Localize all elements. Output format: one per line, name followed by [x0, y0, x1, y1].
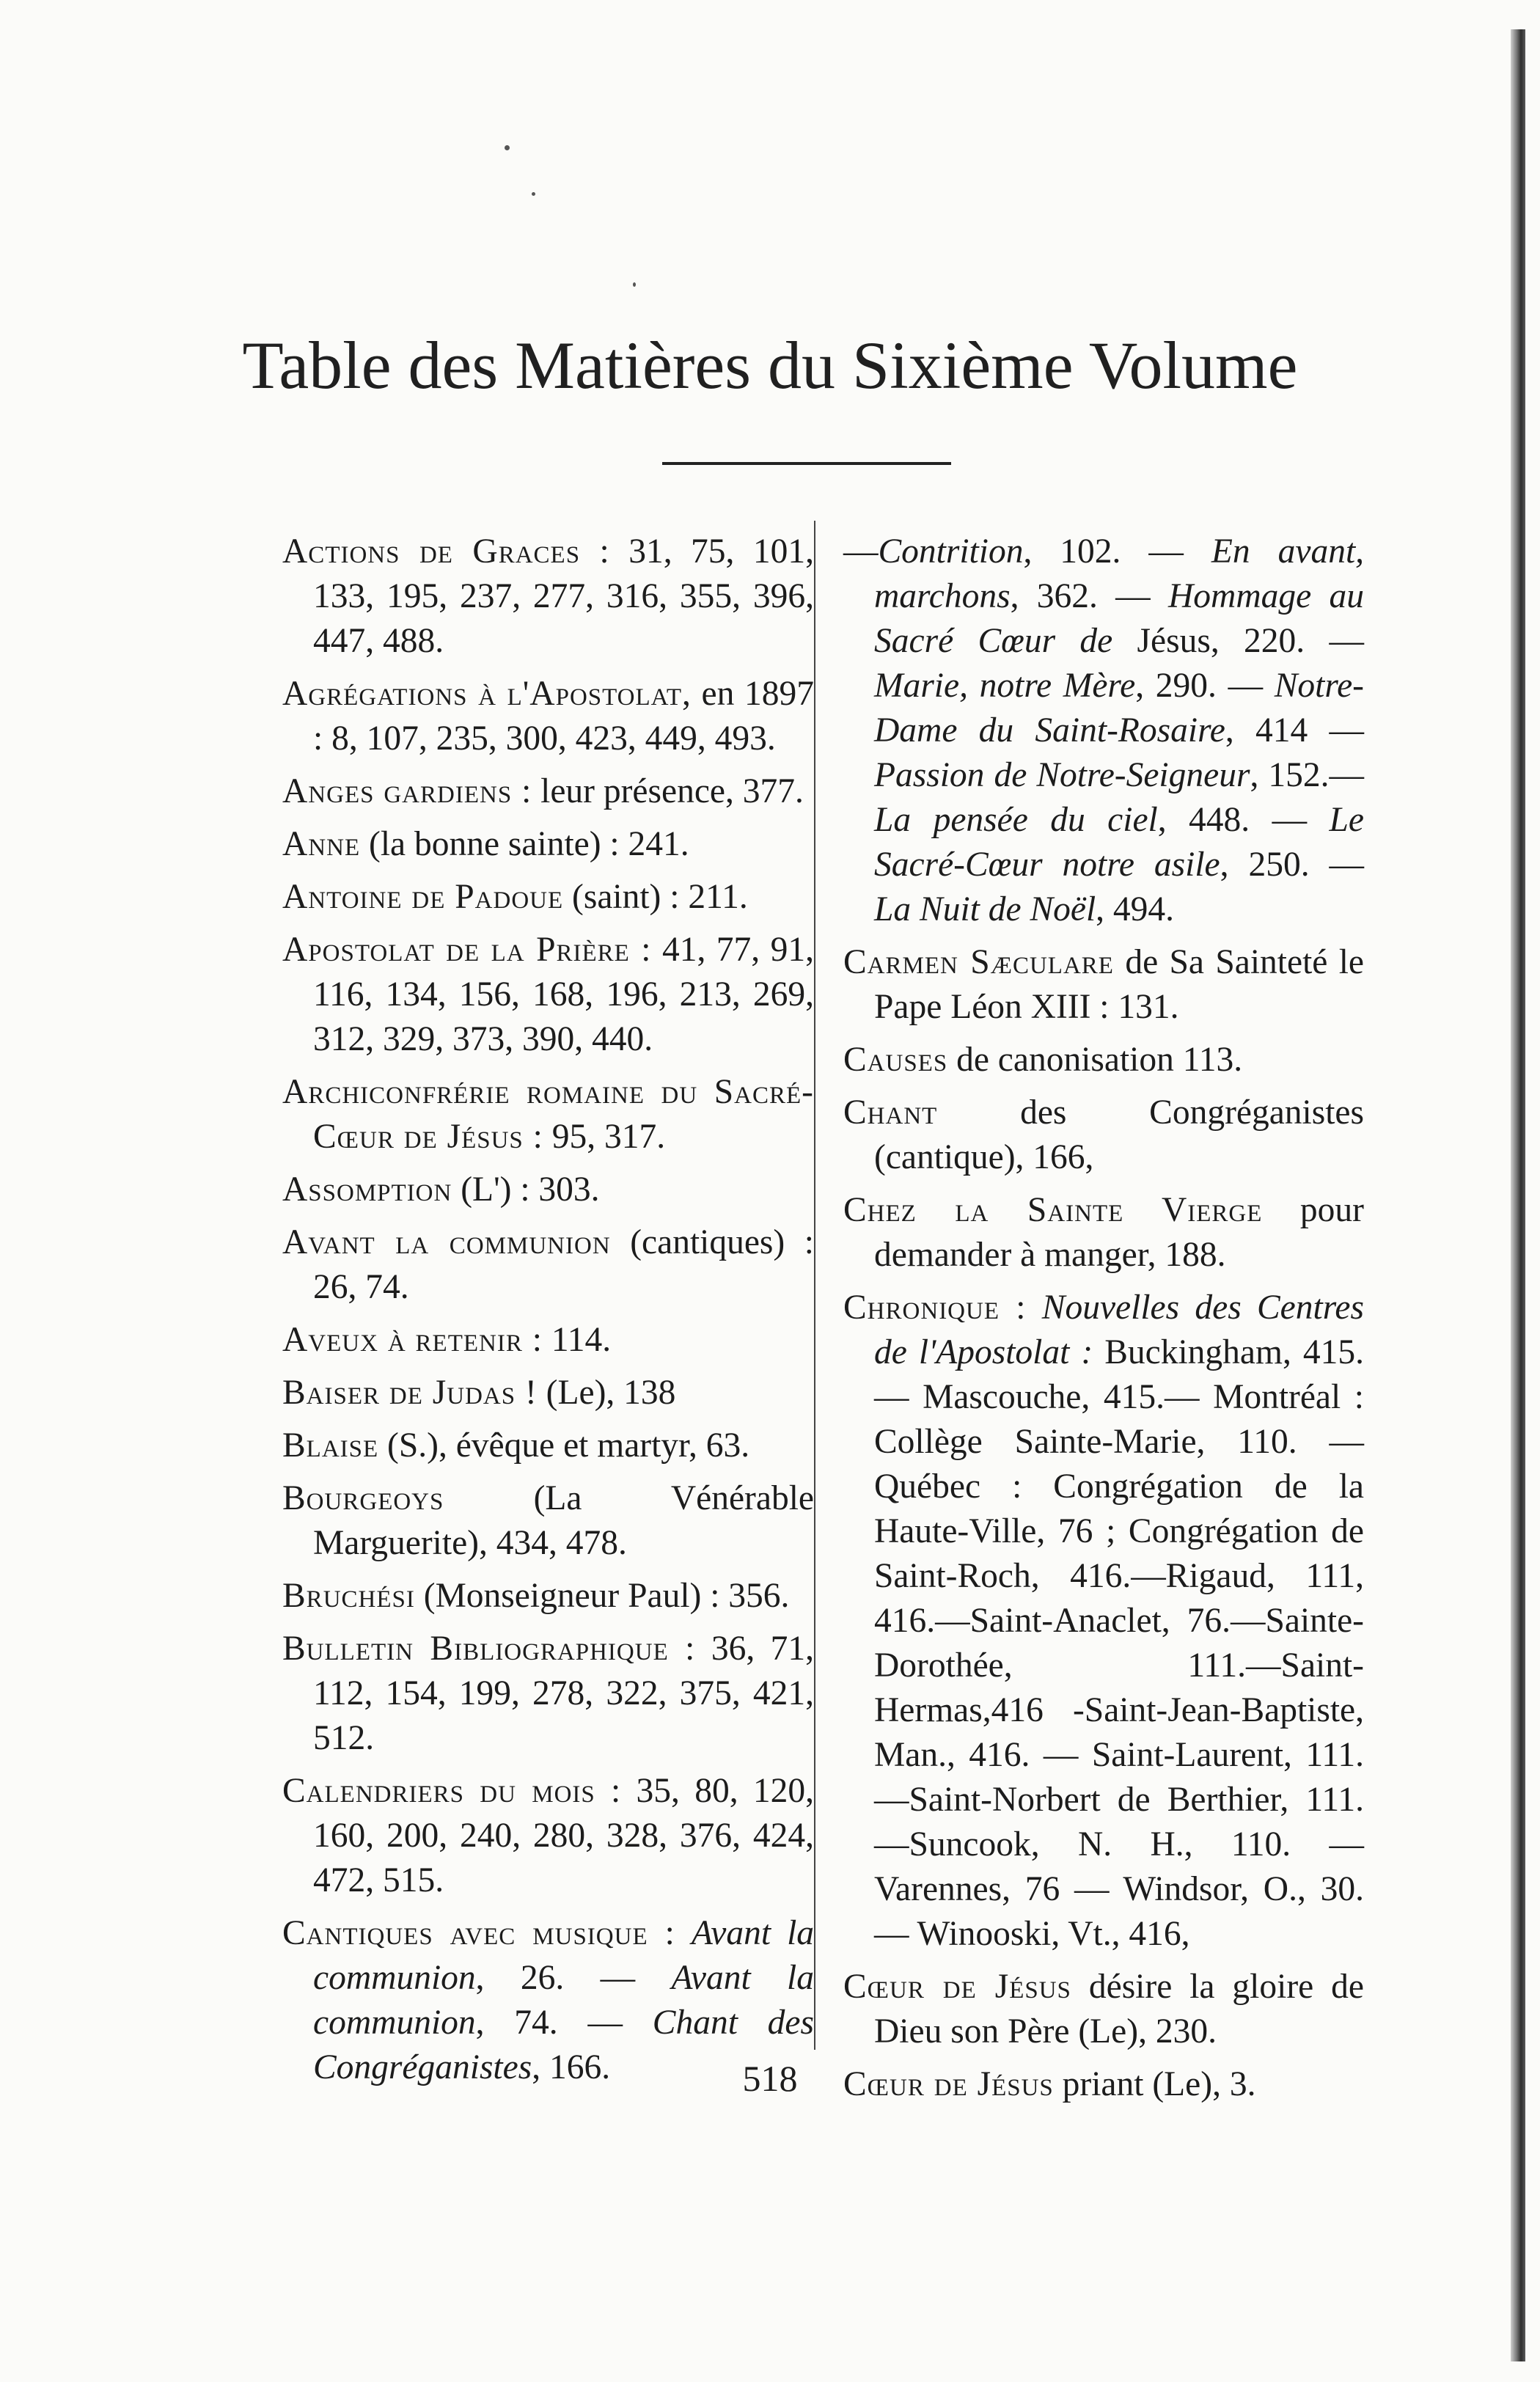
ink-speck [532, 192, 535, 196]
entry-text: 36, 71, 112, 154, 199, 278, 322, 375, 421, 512. [313, 1630, 814, 1757]
entry-title-italic: Passion de Notre-Seigneur [874, 756, 1250, 794]
index-entry [282, 1168, 814, 1212]
index-entry [282, 1070, 814, 1159]
entry-text: 114. [542, 1321, 612, 1359]
title-rule [662, 462, 951, 465]
index-entry [282, 1627, 814, 1761]
index-entry [282, 1371, 814, 1415]
entry-heading: Assomption [282, 1170, 452, 1209]
entry-text: Jésus, 220. — [1112, 622, 1364, 660]
entry-heading: Chant [843, 1093, 938, 1132]
entry-heading: Chronique : [843, 1289, 1027, 1327]
index-entry [843, 1286, 1364, 1957]
index-column-left [282, 529, 814, 2098]
entry-text: 35, 80, 120, 160, 200, 240, 280, 328, 376, 424, 472, 515. [313, 1772, 815, 1899]
index-entry [282, 1423, 814, 1468]
entry-heading: Anne [282, 825, 361, 863]
index-entry [282, 1476, 814, 1566]
entry-title-italic: Marie, notre Mère [874, 667, 1136, 705]
index-entry [282, 1318, 814, 1363]
index-entry [843, 1038, 1364, 1082]
entry-text: (S.), évêque et martyr, 63. [378, 1426, 750, 1465]
entry-text: 41, 77, 91, 116, 134, 156, 168, 196, 213, 269, 312, 329, 373, 390, 440. [313, 931, 814, 1058]
entry-text: (La Vénérable Marguerite), 434, 478. [313, 1479, 814, 1562]
index-entry [282, 928, 814, 1062]
entry-title-italic: Nouvelles des Centres de l'Apostolat : [874, 1289, 1364, 1371]
index-entry [843, 529, 1364, 932]
entry-heading: Avant la communion [282, 1223, 611, 1261]
entry-text: (cantiques) : 26, 74. [313, 1223, 814, 1306]
index-entry [843, 1965, 1364, 2054]
entry-text: (saint) : 211. [563, 878, 748, 916]
entry-heading: Antoine de Padoue [282, 878, 564, 916]
entry-text: Buckingham, 415. — Mascouche, 415.— Montréal : Collège Sainte-Marie, 110. — Québec : Congrégation de la Haute-Ville, 76 ; Congrégation de Saint-Roch, 416.—Rigaud, 111, 416.—Saint-Anaclet, 76.—Sainte-Dorothée, 111.—Saint-Hermas,416 -Saint-Jean-Baptiste, Man., 416. — Saint-Laurent, 111.—Saint-Norbert de Berthier, 111.—Suncook, N. H., 110. — Varennes, 76 — Windsor, O., 30. — Winooski, Vt., 416, [874, 1333, 1364, 1953]
entry-heading: Apostolat de la Prière : [282, 931, 652, 969]
entry-heading: Cœur de Jésus [843, 1968, 1071, 2006]
entry-text: 95, 317. [543, 1118, 666, 1156]
entry-text: , 152.— [1250, 756, 1364, 794]
index-entry [282, 1574, 814, 1619]
entry-title-italic: La Nuit de Noël [874, 890, 1096, 928]
entry-title-italic: Chant des Congréganistes [313, 2004, 815, 2086]
entry-title-italic: Hommage au Sacré Cœur de [874, 577, 1364, 660]
entry-heading: Bulletin Bibliographique : [282, 1630, 696, 1668]
column-divider [814, 521, 815, 2050]
index-entry [843, 1188, 1364, 1278]
entry-heading: Anges gardiens : [282, 772, 532, 810]
page-number: 518 [742, 2058, 798, 2099]
entry-title-italic: Avant la communion [313, 1959, 815, 2042]
entry-text: , 102. — [1023, 532, 1211, 571]
entry-heading: Actions de Graces : [282, 532, 610, 571]
entry-text: (Le), 138 [537, 1374, 676, 1412]
entry-heading: Cœur de Jésus [843, 2065, 1054, 2103]
entry-title-italic: La pensée du ciel [874, 801, 1158, 839]
entry-heading: Calendriers du mois : [282, 1772, 622, 1810]
entry-title-italic: En avant, marchons [874, 532, 1365, 615]
entry-text: , 74. — [475, 2004, 653, 2042]
entry-text: , 250. — [1220, 846, 1364, 884]
entry-text: , 414 — [1225, 711, 1364, 750]
entry-title-italic: Notre-Dame du Saint-Rosaire [874, 667, 1365, 750]
entry-text: de canonisation 113. [947, 1041, 1243, 1079]
index-entry [282, 822, 814, 867]
entry-title-italic: Le Sacré-Cœur notre asile [874, 801, 1364, 884]
entry-text: , 362. — [1010, 577, 1168, 615]
entry-text: des Congréganistes (cantique), 166, [874, 1093, 1364, 1176]
entry-text: (L') : 303. [452, 1170, 600, 1209]
entry-heading: Causes [843, 1041, 948, 1079]
entry-heading: Bruchési [282, 1577, 415, 1615]
entry-text: désire la gloire de Dieu son Père (Le), 230. [874, 1968, 1364, 2051]
entry-text: priant (Le), 3. [1053, 2065, 1256, 2103]
entry-text [675, 1914, 692, 1952]
index-entry [282, 672, 814, 761]
entry-text: 31, 75, 101, 133, 195, 237, 277, 316, 355, 396, 447, 488. [313, 532, 815, 660]
index-entry [282, 1769, 814, 1903]
entry-text: , 166. [532, 2048, 611, 2086]
entry-title-italic: Contrition [878, 532, 1024, 571]
entry-heading: Chez la Sainte Vierge [843, 1191, 1263, 1229]
entry-heading: Aveux à retenir : [282, 1321, 543, 1359]
index-entry [282, 769, 814, 814]
entry-text: (la bonne sainte) : 241. [360, 825, 689, 863]
page-title: Table des Matières du Sixième Volume [242, 328, 1298, 403]
index-entry [282, 875, 814, 920]
entry-heading: Blaise [282, 1426, 379, 1465]
entry-text: leur présence, 377. [532, 772, 804, 810]
index-entry [282, 1220, 814, 1310]
entry-text: en 1897 : 8, 107, 235, 300, 423, 449, 493. [313, 675, 814, 758]
entry-text: pour demander à manger, 188. [874, 1191, 1364, 1274]
ink-speck [633, 282, 636, 287]
index-entry [282, 529, 814, 664]
entry-text: , 494. [1096, 890, 1175, 928]
entry-text [1026, 1289, 1041, 1327]
entry-text: , 290. — [1135, 667, 1275, 705]
entry-heading: Cantiques avec musique : [282, 1914, 675, 1952]
entry-text: (Monseigneur Paul) : 356. [414, 1577, 790, 1615]
entry-heading: Archiconfrérie romaine du Sacré-Cœur de Jésus : [282, 1073, 814, 1156]
entry-heading: Baiser de Judas ! [282, 1374, 538, 1412]
entry-text: de Sa Sainteté le Pape Léon XIII : 131. [874, 943, 1364, 1026]
entry-text: , 26. — [475, 1959, 672, 1997]
entry-heading: Carmen Sæculare [843, 943, 1114, 981]
entry-text: , 448. — [1157, 801, 1330, 839]
entry-text: — [843, 532, 879, 571]
ink-speck [505, 145, 510, 150]
entry-heading: Bourgeoys [282, 1479, 444, 1517]
entry-title-italic: Avant la communion [313, 1914, 815, 1997]
index-entry [843, 940, 1364, 1030]
index-column-right [843, 529, 1364, 2115]
entry-heading: Agrégations à l'Apostolat, [282, 675, 692, 713]
index-entry [843, 1091, 1364, 1180]
